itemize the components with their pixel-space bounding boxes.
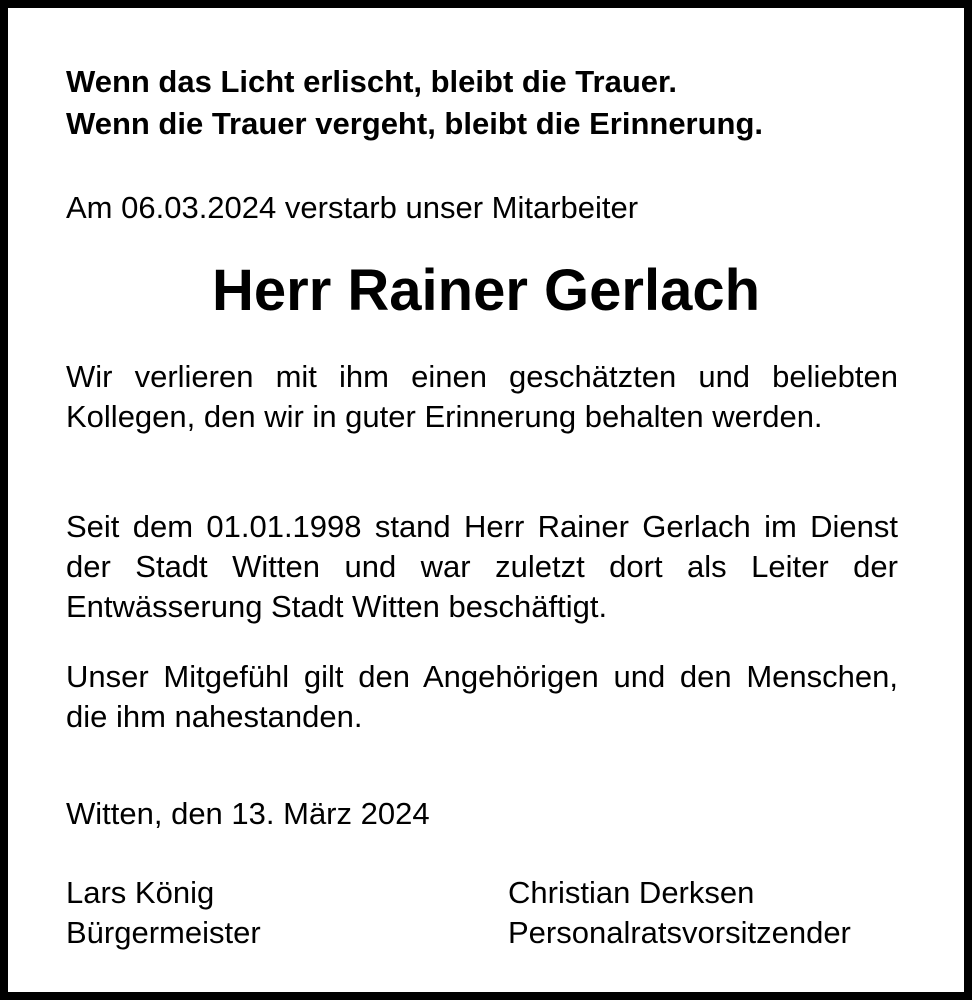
place-and-date: Witten, den 13. März 2024: [66, 796, 430, 831]
signer-name: Lars König: [66, 875, 215, 910]
signer-mayor: [66, 873, 261, 953]
motto: [66, 61, 926, 145]
death-announcement-intro: Am 06.03.2024 verstarb unser Mitarbeiter: [66, 190, 639, 225]
deceased-name: Herr Rainer Gerlach: [211, 258, 761, 323]
signer-name: Christian Derksen: [508, 875, 755, 910]
motto-line-1: Wenn das Licht erlischt, bleibt die Trauer.: [66, 64, 677, 99]
motto-line-2: Wenn die Trauer vergeht, bleibt die Erinnerung.: [66, 106, 764, 141]
signer-staff-council-chair: [508, 873, 851, 953]
signer-title: Personalratsvorsitzender: [508, 915, 851, 950]
paragraph-career: Seit dem 01.01.1998 stand Herr Rainer Gerlach im Dienst der Stadt Witten und war zuletzt dort als Leiter der Entwässerung Stadt Witten beschäftigt.: [66, 509, 898, 624]
paragraph-tribute: Wir verlieren mit ihm einen geschätzten und beliebten Kollegen, den wir in guter Erinnerung behalten werden.: [66, 359, 898, 434]
paragraph-condolence: Unser Mitgefühl gilt den Angehörigen und den Menschen, die ihm nahestanden.: [66, 659, 898, 734]
signer-title: Bürgermeister: [66, 915, 261, 950]
